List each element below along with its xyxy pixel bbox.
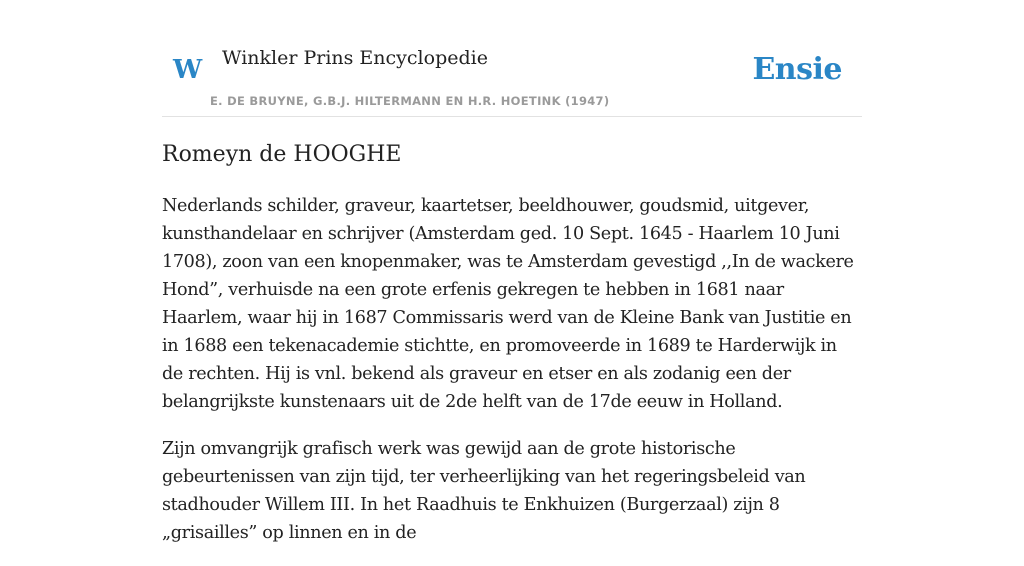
publication-title[interactable]: Winkler Prins Encyclopedie xyxy=(222,47,488,69)
article-body xyxy=(162,192,862,566)
publication-logo[interactable]: W xyxy=(173,55,203,85)
article-paragraph: Nederlands schilder, graveur, kaartetser, beeldhouwer, goudsmid, uitgever, kunsthandelaar en schrijver (Amsterdam ged. 10 Sept. 1645 - Haarlem 10 Juni 1708), zoon van een knopenmaker, was te Amsterdam gevestigd ,,In de wackere Hond”, verhuisde na een grote erfenis gekregen te hebben in 1681 naar Haarlem, waar hij in 1687 Commissaris werd van de Kleine Bank van Justitie en in 1688 een tekenacademie stichtte, en promoveerde in 1689 te Harderwijk in de rechten. Hij is vnl. bekend als graveur en etser en als zodanig een der belangrijkste kunstenaars uit de 2de helft van de 17de eeuw in Holland. xyxy=(162,196,854,412)
brand-logo[interactable]: Ensie xyxy=(752,52,842,87)
site-header xyxy=(162,0,862,117)
article-paragraph: Zijn omvangrijk grafisch werk was gewijd aan de grote historische gebeurtenissen van zijn tijd, ter verheerlijking van het regeringsbeleid van stadhouder Willem III. In het Raadhuis te Enkhuizen (Burgerzaal) zijn 8 „grisailles” op linnen en in de xyxy=(162,439,806,543)
publication-authors: E. DE BRUYNE, G.B.J. HILTERMANN EN H.R. HOETINK (1947) xyxy=(210,94,610,108)
article-title: Romeyn de HOOGHE xyxy=(162,142,402,167)
